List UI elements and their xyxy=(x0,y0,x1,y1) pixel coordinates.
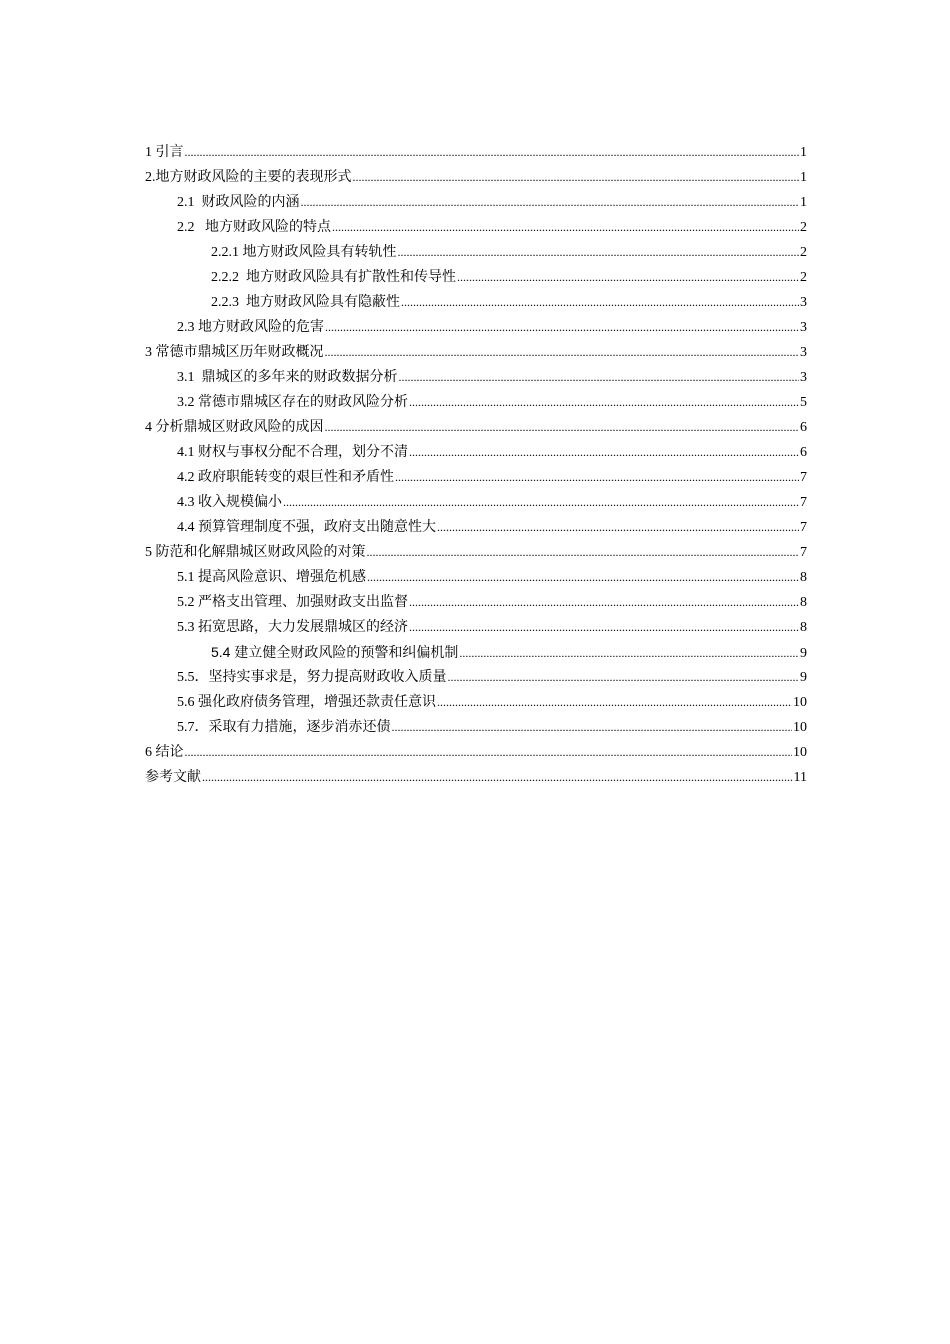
toc-entry-number: 6 xyxy=(145,745,156,760)
toc-entry-number: 2. xyxy=(145,170,156,185)
toc-entry[interactable] xyxy=(145,565,807,590)
toc-entry-title: 预算管理制度不强，政府支出随意性大 xyxy=(198,519,436,535)
toc-entry-title: 分析鼎城区财政风险的成因 xyxy=(155,419,324,435)
toc-entry-number: 4.1 xyxy=(177,445,198,460)
toc-entry-number: 5.3 xyxy=(177,620,198,635)
toc-entry-page-number: 8 xyxy=(800,620,807,635)
toc-entry[interactable] xyxy=(145,240,807,265)
toc-dot-leader xyxy=(392,715,793,740)
toc-entry-number: 1 xyxy=(145,145,156,160)
toc-entry-title: 防范和化解鼎城区财政风险的对策 xyxy=(155,544,366,560)
toc-entry-number: 4 xyxy=(145,420,156,435)
toc-dot-leader xyxy=(437,690,792,715)
toc-entry[interactable] xyxy=(145,615,807,640)
toc-entry[interactable] xyxy=(145,640,807,665)
toc-entry[interactable] xyxy=(145,340,807,365)
toc-entry-number: 5 xyxy=(145,545,156,560)
toc-entry-page-number: 9 xyxy=(800,670,807,685)
toc-entry-page-number: 10 xyxy=(793,695,807,710)
toc-dot-leader xyxy=(409,590,799,615)
toc-dot-leader xyxy=(409,440,799,465)
toc-entry-number: 2.3 xyxy=(177,320,198,335)
toc-entry[interactable] xyxy=(145,165,807,190)
toc-entry-page-number: 11 xyxy=(793,770,807,785)
toc-entry[interactable] xyxy=(145,465,807,490)
toc-entry[interactable] xyxy=(145,140,807,165)
toc-entry-page-number: 2 xyxy=(800,270,807,285)
toc-entry-number: 3.1 xyxy=(177,370,202,385)
toc-dot-leader xyxy=(395,465,799,490)
toc-entry[interactable] xyxy=(145,490,807,515)
toc-entry-page-number: 9 xyxy=(800,646,807,661)
toc-entry-title: 地方财政风险的危害 xyxy=(198,319,324,335)
toc-entry-number: 4.4 xyxy=(177,520,198,535)
toc-dot-leader xyxy=(437,515,799,540)
toc-entry-number: 5.7． xyxy=(177,720,209,735)
toc-entry-title: 地方财政风险具有转轨性 xyxy=(242,244,397,260)
toc-entry-title: 财政风险的内涵 xyxy=(201,194,300,210)
toc-entry[interactable] xyxy=(145,740,807,765)
toc-entry-number: 3.2 xyxy=(177,395,198,410)
toc-entry[interactable] xyxy=(145,665,807,690)
toc-entry-number: 2.1 xyxy=(177,195,202,210)
toc-dot-leader xyxy=(409,390,799,415)
toc-entry-title: 财权与事权分配不合理，划分不清 xyxy=(198,444,408,460)
toc-entry-title: 结论 xyxy=(155,744,184,760)
toc-entry-number: 3 xyxy=(145,345,156,360)
toc-dot-leader xyxy=(185,140,800,165)
toc-entry-number: 4.3 xyxy=(177,495,198,510)
toc-dot-leader xyxy=(459,641,799,666)
toc-entry[interactable] xyxy=(145,365,807,390)
toc-entry-page-number: 8 xyxy=(800,595,807,610)
toc-dot-leader xyxy=(185,740,793,765)
toc-entry-title: 采取有力措施，逐步消赤还债 xyxy=(208,719,391,735)
toc-entry[interactable] xyxy=(145,540,807,565)
toc-entry[interactable] xyxy=(145,715,807,740)
toc-entry-title: 提高风险意识、增强危机感 xyxy=(198,569,366,585)
toc-entry-number: 5.5． xyxy=(177,670,209,685)
toc-entry[interactable] xyxy=(145,190,807,215)
toc-dot-leader xyxy=(399,365,800,390)
toc-entry-page-number: 5 xyxy=(800,395,807,410)
toc-entry-page-number: 3 xyxy=(800,345,807,360)
toc-entry-number: 5.2 xyxy=(177,595,198,610)
toc-entry-page-number: 2 xyxy=(800,220,807,235)
toc-dot-leader xyxy=(448,665,800,690)
toc-entry-page-number: 7 xyxy=(800,520,807,535)
toc-entry-number: 5.4 xyxy=(211,644,235,660)
toc-dot-leader xyxy=(325,340,800,365)
toc-dot-leader xyxy=(367,565,799,590)
toc-entry-title: 严格支出管理、加强财政支出监督 xyxy=(198,594,408,610)
toc-entry-page-number: 2 xyxy=(800,245,807,260)
toc-dot-leader xyxy=(283,490,799,515)
toc-entry-title: 政府职能转变的艰巨性和矛盾性 xyxy=(198,469,394,485)
toc-dot-leader xyxy=(325,315,799,340)
toc-entry-title: 常德市鼎城区存在的财政风险分析 xyxy=(198,394,408,410)
toc-entry[interactable] xyxy=(145,290,807,315)
toc-entry-page-number: 3 xyxy=(800,370,807,385)
toc-entry-page-number: 7 xyxy=(800,470,807,485)
toc-entry-page-number: 1 xyxy=(800,170,807,185)
toc-entry-page-number: 1 xyxy=(800,145,807,160)
toc-entry[interactable] xyxy=(145,515,807,540)
toc-entry-page-number: 1 xyxy=(800,195,807,210)
toc-entry-page-number: 10 xyxy=(793,745,807,760)
toc-entry-number: 2.2 xyxy=(177,220,205,235)
toc-dot-leader xyxy=(202,765,793,790)
toc-entry-title: 参考文献 xyxy=(145,769,201,785)
toc-entry-number: 2.2.3 xyxy=(211,295,246,310)
toc-entry-title: 地方财政风险具有扩散性和传导性 xyxy=(246,269,456,285)
toc-entry-title: 常德市鼎城区历年财政概况 xyxy=(155,344,324,360)
toc-dot-leader xyxy=(301,190,800,215)
toc-entry-number: 2.2.2 xyxy=(211,270,246,285)
table-of-contents xyxy=(145,140,807,790)
toc-dot-leader xyxy=(367,540,800,565)
toc-dot-leader xyxy=(332,215,799,240)
toc-dot-leader xyxy=(325,415,800,440)
toc-entry-number: 5.1 xyxy=(177,570,198,585)
toc-entry[interactable] xyxy=(145,390,807,415)
toc-entry-title: 强化政府债务管理，增强还款责任意识 xyxy=(198,694,436,710)
toc-entry-title: 坚持实事求是，努力提高财政收入质量 xyxy=(208,669,447,685)
toc-entry[interactable] xyxy=(145,690,807,715)
toc-entry-title: 鼎城区的多年来的财政数据分析 xyxy=(201,369,398,385)
toc-dot-leader xyxy=(398,240,800,265)
toc-entry[interactable] xyxy=(145,415,807,440)
toc-dot-leader xyxy=(457,265,799,290)
toc-entry-number: 2.2.1 xyxy=(211,245,243,260)
toc-dot-leader xyxy=(353,165,800,190)
toc-entry[interactable] xyxy=(145,265,807,290)
toc-entry-page-number: 7 xyxy=(800,545,807,560)
toc-entry-page-number: 8 xyxy=(800,570,807,585)
toc-entry[interactable] xyxy=(145,590,807,615)
toc-entry-title: 引言 xyxy=(155,144,184,160)
toc-entry-page-number: 7 xyxy=(800,495,807,510)
toc-entry-page-number: 6 xyxy=(800,445,807,460)
toc-entry-page-number: 3 xyxy=(800,295,807,310)
toc-entry-title: 建立健全财政风险的预警和纠偏机制 xyxy=(234,645,459,661)
toc-entry-title: 地方财政风险的特点 xyxy=(205,219,331,235)
toc-entry[interactable] xyxy=(145,440,807,465)
toc-entry-title: 收入规模偏小 xyxy=(198,494,282,510)
toc-entry-page-number: 6 xyxy=(800,420,807,435)
toc-dot-leader xyxy=(401,290,799,315)
toc-entry-number: 5.6 xyxy=(177,695,198,710)
toc-entry[interactable] xyxy=(145,765,807,790)
toc-entry[interactable] xyxy=(145,315,807,340)
toc-entry-title: 拓宽思路，大力发展鼎城区的经济 xyxy=(198,619,408,635)
toc-entry[interactable] xyxy=(145,215,807,240)
toc-dot-leader xyxy=(409,615,799,640)
toc-entry-title: 地方财政风险的主要的表现形式 xyxy=(155,169,352,185)
toc-entry-number: 4.2 xyxy=(177,470,198,485)
toc-entry-title: 地方财政风险具有隐蔽性 xyxy=(246,294,400,310)
toc-entry-page-number: 3 xyxy=(800,320,807,335)
toc-entry-page-number: 10 xyxy=(793,720,807,735)
